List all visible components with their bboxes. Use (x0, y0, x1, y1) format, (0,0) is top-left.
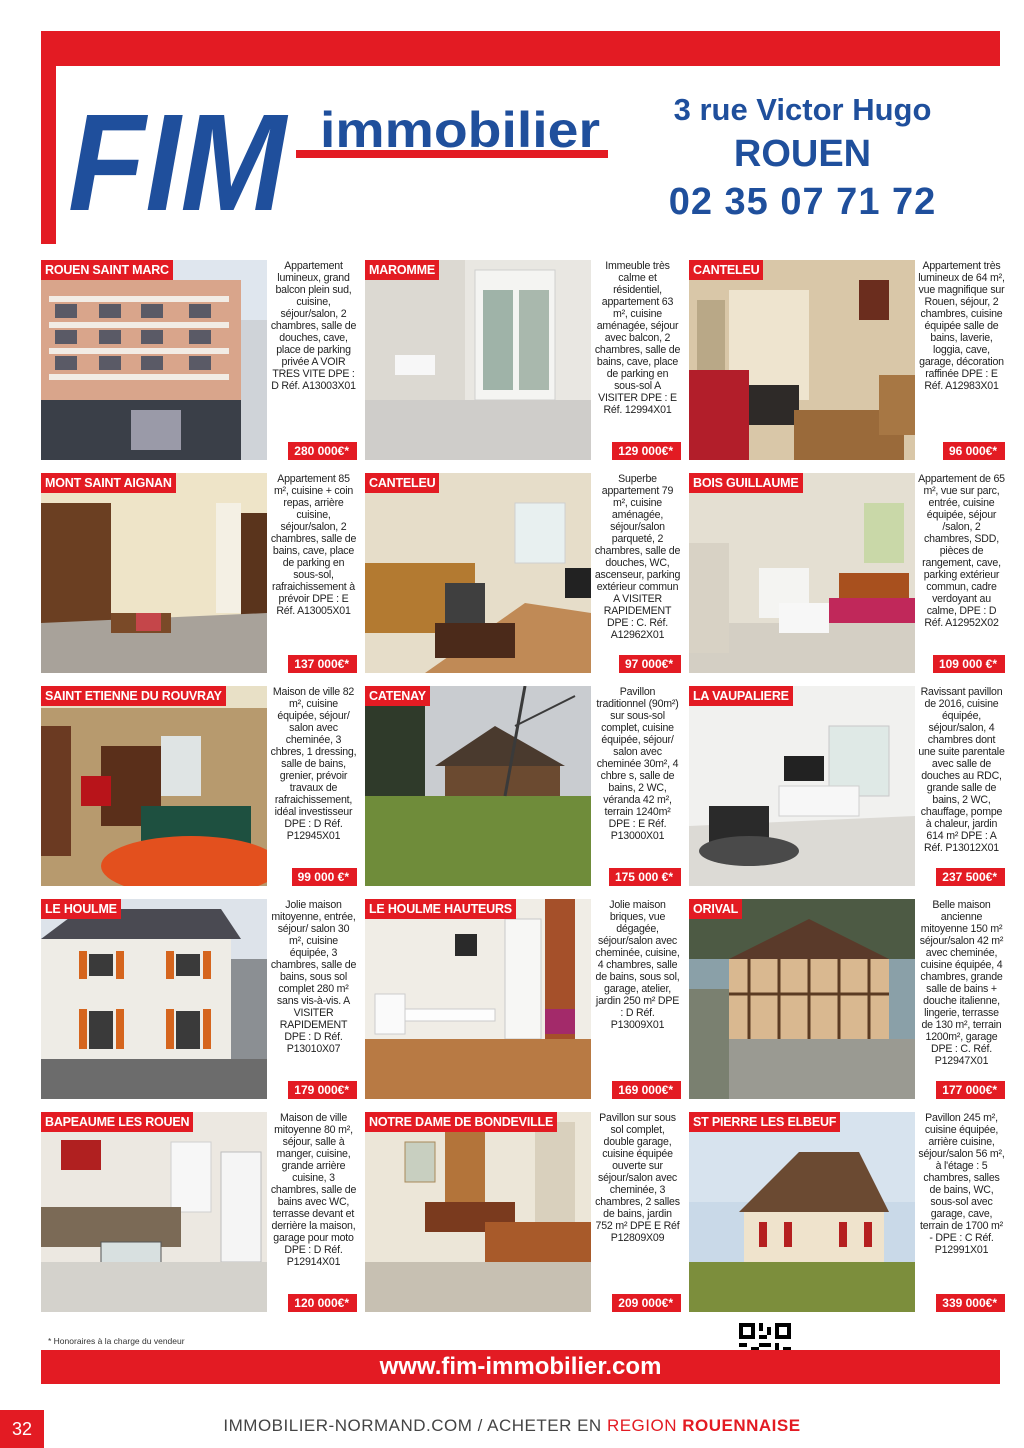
fees-footnote: * Honoraires à la charge du vendeur (48, 1336, 185, 1346)
listing-description: Appartement de 65 m², vue sur parc, entrée, cuisine équipée, séjour /salon, 2 chambres, SDD, pièces de rangement, cave, parking extérieur commun, cadre verdoyant au calme, DPE : D Réf. A12952X02 (918, 473, 1005, 629)
listing-photo (365, 1112, 591, 1312)
listing-description: Jolie maison briques, vue dégagée, séjour/salon avec cheminée, cuisine, 4 chambres, salle de bains, sous sol, garage, atelier, jardin 250 m² DPE : D Réf. P13009X01 (595, 899, 680, 1031)
website-bar[interactable] (41, 1350, 1000, 1384)
listing-price: 109 000 €* (933, 655, 1005, 673)
listing-card[interactable] (689, 260, 1005, 460)
listing-photo (689, 686, 915, 886)
footer-tagline (0, 1416, 1024, 1436)
listing-location: SAINT ETIENNE DU ROUVRAY (41, 686, 226, 706)
listing-location: MAROMME (365, 260, 439, 280)
listing-price: 179 000€* (288, 1081, 357, 1099)
listing-price: 99 000 €* (292, 868, 357, 886)
listing-price: 237 500€* (936, 868, 1005, 886)
listing-card[interactable] (41, 686, 357, 886)
listing-description: Appartement très lumineux de 64 m², vue magnifique sur Rouen, séjour, 2 chambres, cuisine équipée salle de bains, laverie, loggia, cave, garage, décoration raffinée DPE : E Réf. A12983X01 (918, 260, 1005, 392)
listing-price: 175 000 €* (609, 868, 681, 886)
listing-photo (365, 686, 591, 886)
listing-description: Pavillon sur sous sol complet, double garage, cuisine équipée ouverte sur séjour/salon avec cheminée, 3 chambres, 2 salles de bains, jardin 752 m² DPE E Réf P12809X09 (595, 1112, 680, 1244)
fim-logo (64, 92, 624, 222)
listing-photo (689, 260, 915, 460)
listing-photo (689, 899, 915, 1099)
listing-price: 96 000€* (943, 442, 1005, 460)
listing-photo (41, 473, 267, 673)
footer-region: REGION (606, 1416, 683, 1435)
listing-price: 209 000€* (612, 1294, 681, 1312)
listing-card[interactable] (365, 686, 681, 886)
agency-city: ROUEN (733, 133, 872, 175)
listing-photo (41, 899, 267, 1099)
listing-price: 120 000€* (288, 1294, 357, 1312)
listing-location: BAPEAUME LES ROUEN (41, 1112, 193, 1132)
listing-price: 137 000€* (288, 655, 357, 673)
footer-rouennaise: ROUENNAISE (682, 1416, 801, 1435)
listing-card[interactable] (365, 1112, 681, 1312)
listing-card[interactable] (689, 686, 1005, 886)
listing-price: 339 000€* (936, 1294, 1005, 1312)
listing-description: Jolie maison mitoyenne, entrée, séjour/ salon 30 m², cuisine équipée, 3 chambres, salle de bains, sous sol complet 280 m² sans vis-à-vis. A VISITER RAPIDEMENT DPE : D Réf. P13010X07 (270, 899, 357, 1055)
listing-card[interactable] (365, 473, 681, 673)
listing-photo (41, 260, 267, 460)
listing-photo (365, 260, 591, 460)
listing-card[interactable] (41, 260, 357, 460)
listing-card[interactable] (365, 260, 681, 460)
top-red-bar (41, 31, 1000, 66)
listing-price: 177 000€* (936, 1081, 1005, 1099)
listing-location: BOIS GUILLAUME (689, 473, 803, 493)
listing-photo (41, 1112, 267, 1312)
agency-phone[interactable]: 02 35 07 71 72 (668, 181, 937, 223)
listing-photo (689, 473, 915, 673)
listing-photo (365, 899, 591, 1099)
listing-location: LA VAUPALIERE (689, 686, 793, 706)
logo-fim-text: FIM (68, 92, 289, 222)
listing-card[interactable] (689, 1112, 1005, 1312)
listing-location: NOTRE DAME DE BONDEVILLE (365, 1112, 557, 1132)
listing-description: Immeuble très calme et résidentiel, appartement 63 m², cuisine aménagée, séjour avec balcon, 2 chambres, salle de bains, cave, place de parking en sous-sol A VISITER DPE : E Réf. 12994X01 (594, 260, 681, 416)
left-red-bar (41, 31, 56, 244)
listing-price: 169 000€* (612, 1081, 681, 1099)
listing-description: Pavillon traditionnel (90m²) sur sous-sol complet, cuisine équipée, séjour/ salon avec cheminée 30m², 4 chbre s, salle de bains, 2 WC, véranda 42 m², terrain 1240m² DPE : E Réf. P13000X01 (596, 686, 679, 842)
listing-price: 280 000€* (288, 442, 357, 460)
listing-location: CANTELEU (689, 260, 763, 280)
listing-location: ST PIERRE LES ELBEUF (689, 1112, 840, 1132)
listing-price: 97 000€* (619, 655, 681, 673)
listing-description: Ravissant pavillon de 2016, cuisine équipée, séjour/salon, 4 chambres dont une suite parentale avec salle de douches au RDC, grande salle de bains, 2 WC, chauffage, pompe à chaleur, jardin 614 m² DPE : A Réf. P13012X01 (918, 686, 1005, 854)
listing-description: Maison de ville 82 m², cuisine équipée, séjour/ salon avec cheminée, 3 chbres, 1 dressing, salle de bains, grenier, prévoir travaux de rafraichissement, idéal investisseur DPE : D Réf. P12945X01 (270, 686, 357, 842)
listing-location: ROUEN SAINT MARC (41, 260, 173, 280)
listing-location: CATENAY (365, 686, 430, 706)
logo-immobilier-text: immobilier (320, 102, 600, 158)
listing-description: Pavillon 245 m², cuisine équipée, arrière cuisine, séjour/salon 56 m², à l'étage : 5 chambres, salles de bains, WC, sous-sol avec garage, cave, terrain de 1700 m² - DPE : C Réf. P12991X01 (918, 1112, 1005, 1256)
agency-contact (640, 92, 965, 226)
listing-location: LE HOULME (41, 899, 121, 919)
listing-photo (41, 686, 267, 886)
agency-street: 3 rue Victor Hugo (673, 92, 932, 127)
listing-location: ORIVAL (689, 899, 742, 919)
listing-location: MONT SAINT AIGNAN (41, 473, 176, 493)
listing-card[interactable] (365, 899, 681, 1099)
listing-card[interactable] (689, 473, 1005, 673)
listing-location: LE HOULME HAUTEURS (365, 899, 516, 919)
website-link[interactable]: www.fim-immobilier.com (379, 1353, 662, 1380)
footer-separator: / (472, 1416, 488, 1435)
listing-description: Appartement lumineux, grand balcon plein sud, cuisine, séjour/salon, 2 chambres, salle de douches, cave, place de parking privée A VOIR TRES VITE DPE : D Réf. A13003X01 (270, 260, 357, 392)
listing-price: 129 000€* (612, 442, 681, 460)
listing-card[interactable] (41, 899, 357, 1099)
footer-site[interactable]: IMMOBILIER-NORMAND.COM (223, 1416, 473, 1435)
listing-photo (689, 1112, 915, 1312)
listing-description: Superbe appartement 79 m², cuisine aménagée, séjour/salon parqueté, 2 chambres, salle de douches, WC, ascenseur, parking extérieur commun A VISITER RAPIDEMENT DPE : C. Réf. A12962X01 (594, 473, 681, 641)
listing-card[interactable] (41, 473, 357, 673)
listing-photo (365, 473, 591, 673)
listing-description: Maison de ville mitoyenne 80 m², séjour, salle à manger, cuisine, grande arrière cuisine, 3 chambres, salle de bains avec WC, terrasse devant et derrière la maison, garage pour moto DPE : D Réf. P12914X01 (270, 1112, 357, 1268)
listing-description: Appartement 85 m², cuisine + coin repas, arrière cuisine, séjour/salon, 2 chambres, salle de bains, cave, place de parking en sous-sol, rafraichissement à prévoir DPE : E Réf. A13005X01 (270, 473, 357, 617)
listing-description: Belle maison ancienne mitoyenne 150 m² séjour/salon 42 m² avec cheminée, cuisine équipée, 4 chambres, grande salle de bains + douche italienne, lingerie, terrasse de 130 m², terrain 1200m², garage DPE : C. Réf. P12947X01 (919, 899, 1004, 1067)
listing-card[interactable] (689, 899, 1005, 1099)
listing-location: CANTELEU (365, 473, 439, 493)
listing-card[interactable] (41, 1112, 357, 1312)
footer-acheter: ACHETER EN (487, 1416, 607, 1435)
page-number: 32 (0, 1410, 44, 1448)
